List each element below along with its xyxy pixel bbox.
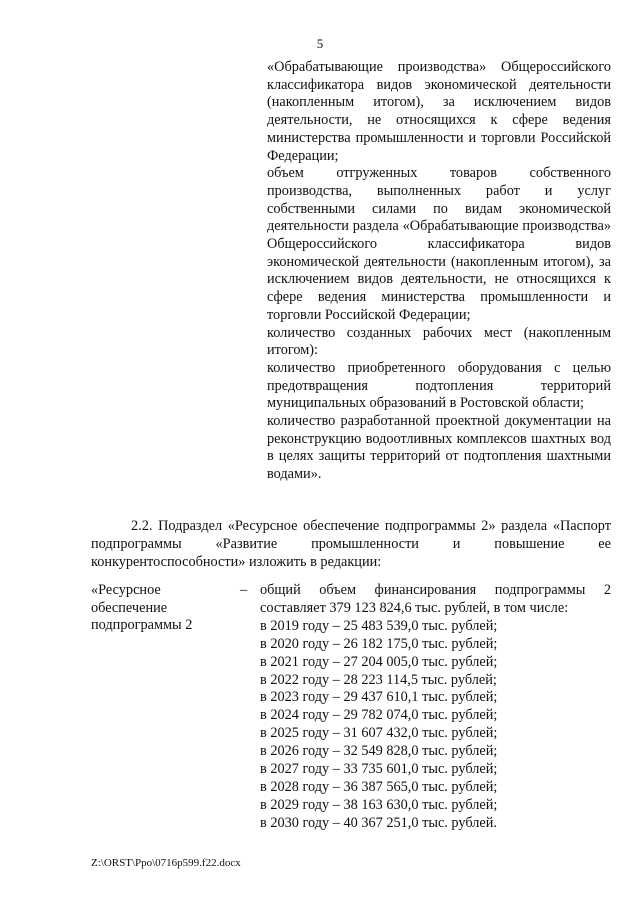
financing-intro: общий объем финансирования подпрограммы 2 составляет 379 123 824,6 тыс. рублей, в том числе: <box>260 582 611 616</box>
indicator-paragraph: количество созданных рабочих мест (накопленным итогом): <box>267 324 611 359</box>
year-line: в 2028 году – 36 387 565,0 тыс. рублей; <box>260 778 498 795</box>
indicator-paragraph: «Обрабатывающие производства» Общероссийского классификатора видов экономической деятельности (накопленным итогом), за исключением видов деятельности, не относящихся к сфере ведения министерства промышленности и торговли Российской Федерации; <box>267 59 611 164</box>
page-number: 5 <box>316 36 324 51</box>
indicator-paragraph: количество разработанной проектной документации на реконструкцию водоотливных комплексов шахтных вод в целях защиты территорий от подтопления шахтными водами». <box>267 413 611 483</box>
year-line: в 2030 году – 40 367 251,0 тыс. рублей. <box>260 814 497 831</box>
year-line: в 2025 году – 31 607 432,0 тыс. рублей; <box>260 725 498 742</box>
year-line: в 2022 году – 28 223 114,5 тыс. рублей; <box>260 671 497 688</box>
year-line: в 2021 году – 27 204 005,0 тыс. рублей; <box>260 653 498 670</box>
indicator-paragraph: количество приобретенного оборудования с целью предотвращения подтопления территорий муниципальных образований в Ростовской области; <box>267 359 611 412</box>
year-line: в 2020 году – 26 182 175,0 тыс. рублей; <box>260 635 498 652</box>
year-line: в 2027 году – 33 735 601,0 тыс. рублей; <box>260 761 498 778</box>
passport-label: «Ресурсное обеспечение подпрограммы 2 <box>91 582 193 633</box>
section-paragraph: 2.2. Подраздел «Ресурсное обеспечение подпрограммы 2» раздела «Паспорт подпрограммы «Развитие промышленности и повышение ее конкурентоспособности» изложить в редакции: <box>91 518 611 570</box>
passport-dash: – <box>240 582 248 598</box>
indicators-list <box>267 59 611 484</box>
passport-content <box>260 582 611 833</box>
year-line: в 2029 году – 38 163 630,0 тыс. рублей; <box>260 796 498 813</box>
year-line: в 2024 году – 29 782 074,0 тыс. рублей; <box>260 707 498 724</box>
file-path-footer: Z:\ORST\Ppo\0716p599.f22.docx <box>91 857 241 869</box>
indicator-paragraph: объем отгруженных товаров собственного производства, выполненных работ и услуг собственными силами по видам экономической деятельности раздела «Обрабатывающие производства» Общероссийского классификатора видов экономической деятельности (накопленным итогом), за исключением видов деятельности, не относящихся к сфере ведения министерства промышленности и торговли Российской Федерации; <box>267 165 611 323</box>
year-line: в 2026 году – 32 549 828,0 тыс. рублей; <box>260 743 498 760</box>
year-line: в 2023 году – 29 437 610,1 тыс. рублей; <box>260 689 498 706</box>
year-line: в 2019 году – 25 483 539,0 тыс. рублей; <box>260 617 498 634</box>
